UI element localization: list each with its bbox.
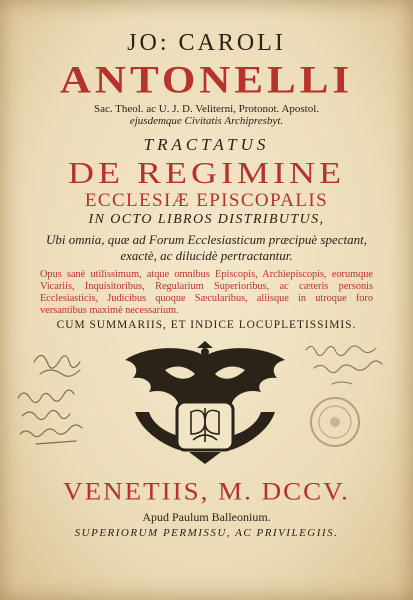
- work-title-main: DE REGIMINE: [68, 156, 345, 190]
- author-first-name: JO: CAROLI: [127, 30, 286, 56]
- author-credentials-line-1: Sac. Theol. ac U. J. D. Veliterni, Protonot. Apostol.: [93, 103, 320, 115]
- work-audience-paragraph: Opus sanè utilissimum, atque omnibus Episcopis, Archiepiscopis, eorumque Vicariis, Inquisitoribus, Regularium Superioribus, ac cæteris personis Ecclesiasticis, Judicibus quoque Sæcularibus, aliisque in utroque foro versantibus maximè necessarium.: [40, 269, 373, 316]
- imprint-publisher: Apud Paulum Balleonium.: [142, 510, 271, 524]
- author-credentials-line-2: ejusdemque Civitatis Archipresbyt.: [129, 115, 284, 127]
- double-eagle-cartouche-icon: [105, 340, 305, 468]
- circular-stamp-icon: [308, 395, 362, 449]
- work-title-sub: ECCLESIÆ EPISCOPALIS: [84, 190, 329, 211]
- work-description-line-2: exactè, ac dilucidè pertractantur.: [120, 248, 293, 263]
- work-tractatus: TRACTATUS: [143, 135, 270, 154]
- work-description-line-1: Ubi omnia, quæ ad Forum Ecclesiasticum præcipuè spectant,: [46, 232, 367, 247]
- imprint-place-date: VENETIIS, M. DCCV.: [63, 477, 350, 505]
- imprint-permission: SUPERIORUM PERMISSU, AC PRIVILEGIIS.: [74, 527, 339, 539]
- summaries-index-line: CUM SUMMARIIS, ET INDICE LOCUPLETISSIMIS.: [56, 319, 357, 331]
- work-division: IN OCTO LIBROS DISTRIBUTUS,: [88, 212, 325, 227]
- author-surname: ANTONELLI: [59, 59, 354, 102]
